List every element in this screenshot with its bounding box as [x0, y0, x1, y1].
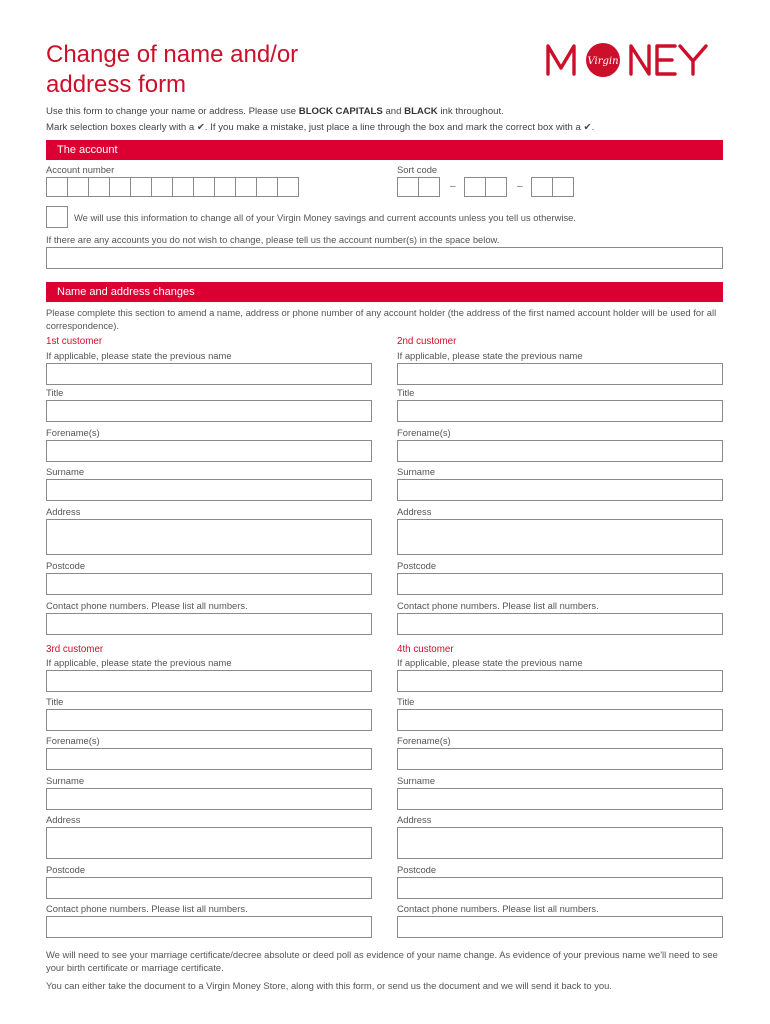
- forename-label: Forename(s): [46, 427, 100, 438]
- phone-label: Contact phone numbers. Please list all numbers.: [397, 600, 599, 611]
- phone-input[interactable]: [46, 916, 372, 938]
- phone-label: Contact phone numbers. Please list all numbers.: [46, 903, 248, 914]
- surname-label: Surname: [46, 775, 85, 786]
- intro-line-2: Mark selection boxes clearly with a ✔. If you make a mistake, just place a line through the box and mark the correct box with a ✔.: [46, 122, 595, 133]
- previous-name-label: If applicable, please state the previous name: [46, 350, 232, 361]
- intro-line-1: Use this form to change your name or address. Please use BLOCK CAPITALS and BLACK ink throughout.: [46, 106, 504, 117]
- previous-name-input[interactable]: [46, 670, 372, 692]
- surname-input[interactable]: [46, 788, 372, 810]
- forename-input[interactable]: [46, 748, 372, 770]
- section-bar-account: The account: [46, 140, 723, 160]
- phone-label: Contact phone numbers. Please list all numbers.: [46, 600, 248, 611]
- account-number-label: Account number: [46, 164, 115, 175]
- previous-name-input[interactable]: [46, 363, 372, 385]
- address-input[interactable]: [46, 519, 372, 555]
- surname-label: Surname: [46, 466, 85, 477]
- page-title-line-1: Change of name and/or: [46, 41, 299, 68]
- change-all-accounts-text: We will use this information to change all of your Virgin Money savings and current accounts unless you tell us otherwise.: [74, 212, 576, 223]
- sort-code-part-3[interactable]: [531, 177, 573, 197]
- address-input[interactable]: [46, 827, 372, 859]
- address-input[interactable]: [397, 827, 723, 859]
- title-label: Title: [397, 696, 415, 707]
- customer-heading: 3rd customer: [46, 644, 104, 655]
- surname-label: Surname: [397, 466, 436, 477]
- phone-input[interactable]: [397, 916, 723, 938]
- change-all-accounts-checkbox[interactable]: [46, 206, 68, 228]
- customer-heading: 1st customer: [46, 336, 103, 347]
- postcode-label: Postcode: [46, 864, 86, 875]
- postcode-input[interactable]: [397, 877, 723, 899]
- address-label: Address: [46, 506, 81, 517]
- surname-input[interactable]: [46, 479, 372, 501]
- evidence-note: We will need to see your marriage certificate/decree absolute or deed poll as evidence of your name change. As evidence of your previous name we'll need to see your birth certificate or marriage certificate.: [46, 949, 718, 973]
- customer-heading: 4th customer: [397, 644, 454, 655]
- sort-code-separator-1: –: [450, 181, 456, 192]
- phone-input[interactable]: [46, 613, 372, 635]
- postcode-label: Postcode: [397, 864, 437, 875]
- address-label: Address: [397, 814, 432, 825]
- title-label: Title: [397, 387, 415, 398]
- forename-label: Forename(s): [397, 735, 451, 746]
- section-bar-name-address: Name and address changes: [46, 282, 723, 302]
- surname-label: Surname: [397, 775, 436, 786]
- address-label: Address: [46, 814, 81, 825]
- postcode-input[interactable]: [46, 573, 372, 595]
- postcode-label: Postcode: [46, 560, 86, 571]
- phone-label: Contact phone numbers. Please list all numbers.: [397, 903, 599, 914]
- previous-name-input[interactable]: [397, 670, 723, 692]
- postcode-label: Postcode: [397, 560, 437, 571]
- sort-code-part-1[interactable]: [397, 177, 439, 197]
- address-input[interactable]: [397, 519, 723, 555]
- sort-code-label: Sort code: [397, 164, 438, 175]
- address-label: Address: [397, 506, 432, 517]
- title-label: Title: [46, 696, 64, 707]
- title-input[interactable]: [397, 400, 723, 422]
- sort-code-part-2[interactable]: [464, 177, 506, 197]
- previous-name-label: If applicable, please state the previous name: [397, 657, 583, 668]
- customer-heading: 2nd customer: [397, 336, 457, 347]
- account-number-input[interactable]: [46, 177, 298, 197]
- forename-label: Forename(s): [46, 735, 100, 746]
- title-input[interactable]: [397, 709, 723, 731]
- previous-name-input[interactable]: [397, 363, 723, 385]
- excluded-accounts-label: If there are any accounts you do not wish to change, please tell us the account number(s) in the space below.: [46, 234, 500, 245]
- forename-input[interactable]: [397, 440, 723, 462]
- postcode-input[interactable]: [397, 573, 723, 595]
- title-label: Title: [46, 387, 64, 398]
- title-input[interactable]: [46, 400, 372, 422]
- previous-name-label: If applicable, please state the previous name: [46, 657, 232, 668]
- surname-input[interactable]: [397, 788, 723, 810]
- name-address-intro: Please complete this section to amend a name, address or phone number of any account holder (the address of the first named account holder will be used for all correspondence).: [46, 307, 717, 331]
- title-input[interactable]: [46, 709, 372, 731]
- excluded-accounts-input[interactable]: [46, 247, 723, 269]
- virgin-money-logo: [545, 40, 727, 78]
- forename-input[interactable]: [46, 440, 372, 462]
- page-title: [46, 40, 466, 100]
- forename-input[interactable]: [397, 748, 723, 770]
- previous-name-label: If applicable, please state the previous name: [397, 350, 583, 361]
- page-title-line-2: address form: [46, 71, 187, 98]
- phone-input[interactable]: [397, 613, 723, 635]
- surname-input[interactable]: [397, 479, 723, 501]
- forename-label: Forename(s): [397, 427, 451, 438]
- delivery-note: You can either take the document to a Virgin Money Store, along with this form, or send us the document and we will send it back to you.: [46, 980, 612, 991]
- postcode-input[interactable]: [46, 877, 372, 899]
- sort-code-separator-2: –: [517, 181, 523, 192]
- logo-badge-text: Virgin: [587, 56, 619, 67]
